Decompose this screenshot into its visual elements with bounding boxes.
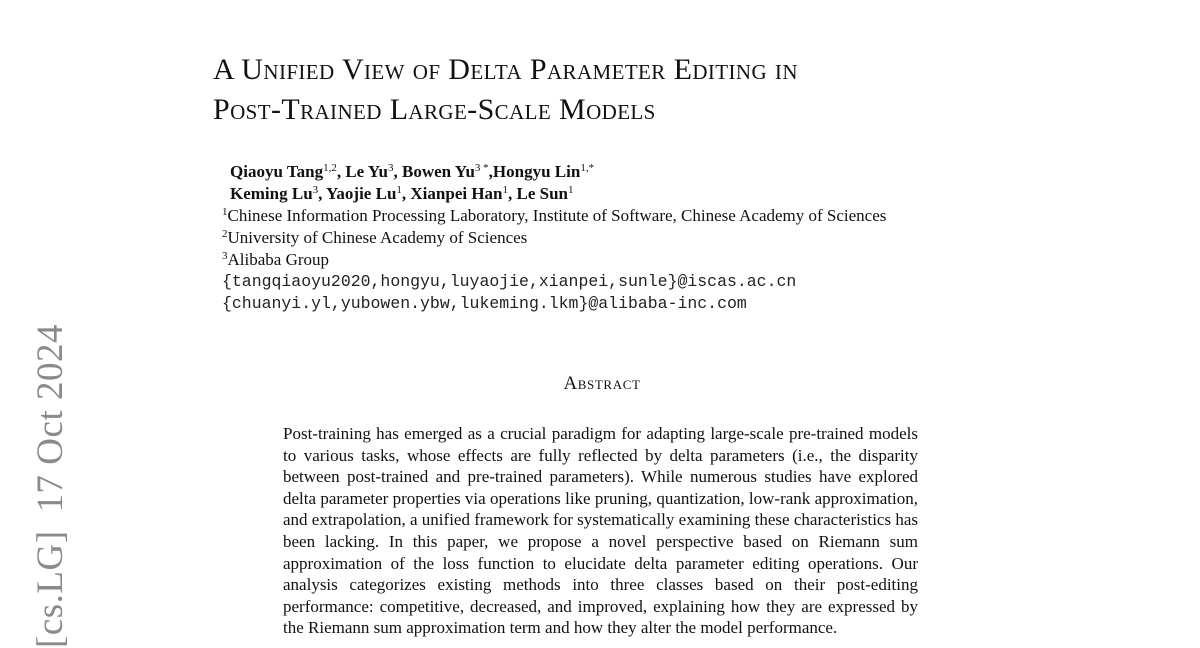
abstract-heading-text: Abstract	[563, 373, 641, 394]
author-separator: ,	[401, 184, 411, 203]
author-name: Le Yu	[345, 162, 389, 181]
email-block	[222, 271, 886, 315]
abstract-heading	[0, 373, 1200, 395]
author-separator: ,	[508, 184, 517, 203]
author-separator: ,	[318, 184, 327, 203]
affiliation-text: University of Chinese Academy of Sciences	[227, 228, 528, 247]
affiliation-sup: 2	[222, 228, 228, 240]
affiliation-text: Alibaba Group	[227, 250, 330, 269]
title-line-1: A Unified View of Delta Parameter Editing in	[213, 53, 798, 86]
affiliation-3	[222, 249, 886, 271]
affiliation-sup: 1	[222, 206, 228, 218]
affiliation-sup: 3	[222, 250, 228, 262]
email-line-2: {chuanyi.yl,yubowen.ybw,lukeming.lkm}@alibaba-inc.com	[222, 294, 747, 313]
author-affil-sup: 3	[388, 162, 394, 174]
affiliation-1	[222, 205, 886, 227]
author-separator: ,	[336, 162, 346, 181]
affiliation-2	[222, 227, 886, 249]
author-affil-sup: 1	[568, 184, 574, 196]
author-affil-sup: 1	[502, 184, 509, 196]
author-block	[222, 161, 886, 315]
arxiv-date: 17 Oct 2024	[30, 324, 71, 513]
author-affil-sup: 1	[396, 184, 402, 196]
author-name: Xianpei Han	[410, 184, 503, 203]
author-name: Qiaoyu Tang	[230, 162, 324, 181]
author-separator: ,	[488, 162, 493, 181]
arxiv-category: [cs.LG]	[30, 530, 71, 648]
author-separator: ,	[393, 162, 403, 181]
author-name: Yaojie Lu	[326, 184, 397, 203]
title-line-2: Post-Trained Large-Scale Models	[213, 93, 656, 126]
author-name: Hongyu Lin	[492, 162, 581, 181]
abstract-body: Post-training has emerged as a crucial paradigm for adapting large-scale pre-trained models to various tasks, whose effects are fully reflected by delta parameters (i.e., the disparity between post-trained and pre-trained parameters). While numerous studies have explored delta parameter properties via operations like pruning, quantization, low-rank approximation, and extrapolation, a unified framework for systematically examining these characteristics has been lacking. In this paper, we propose a novel perspective based on Riemann sum approximation of the loss function to elucidate delta parameter editing operations. Our analysis categorizes existing methods into three classes based on their post-editing performance: competitive, decreased, and improved, explaining how they are expressed by the Riemann sum approximation term and how they alter the model performance.	[283, 424, 918, 638]
author-name: Bowen Yu	[402, 162, 475, 181]
author-name: Le Sun	[516, 184, 569, 203]
author-line-1	[222, 161, 886, 183]
author-affil-sup: 1,*	[580, 162, 595, 174]
affiliation-text: Chinese Information Processing Laboratory, Institute of Software, Chinese Academy of Sciences	[227, 206, 887, 225]
paper-title	[213, 50, 798, 130]
email-line-1: {tangqiaoyu2020,hongyu,luyaojie,xianpei,sunle}@iscas.ac.cn	[222, 272, 797, 291]
author-line-2	[222, 183, 886, 205]
author-affil-sup: 3 *	[474, 162, 489, 174]
author-affil-sup: 1,2	[323, 162, 337, 174]
author-name: Keming Lu	[230, 184, 313, 203]
author-affil-sup: 3	[312, 184, 319, 196]
